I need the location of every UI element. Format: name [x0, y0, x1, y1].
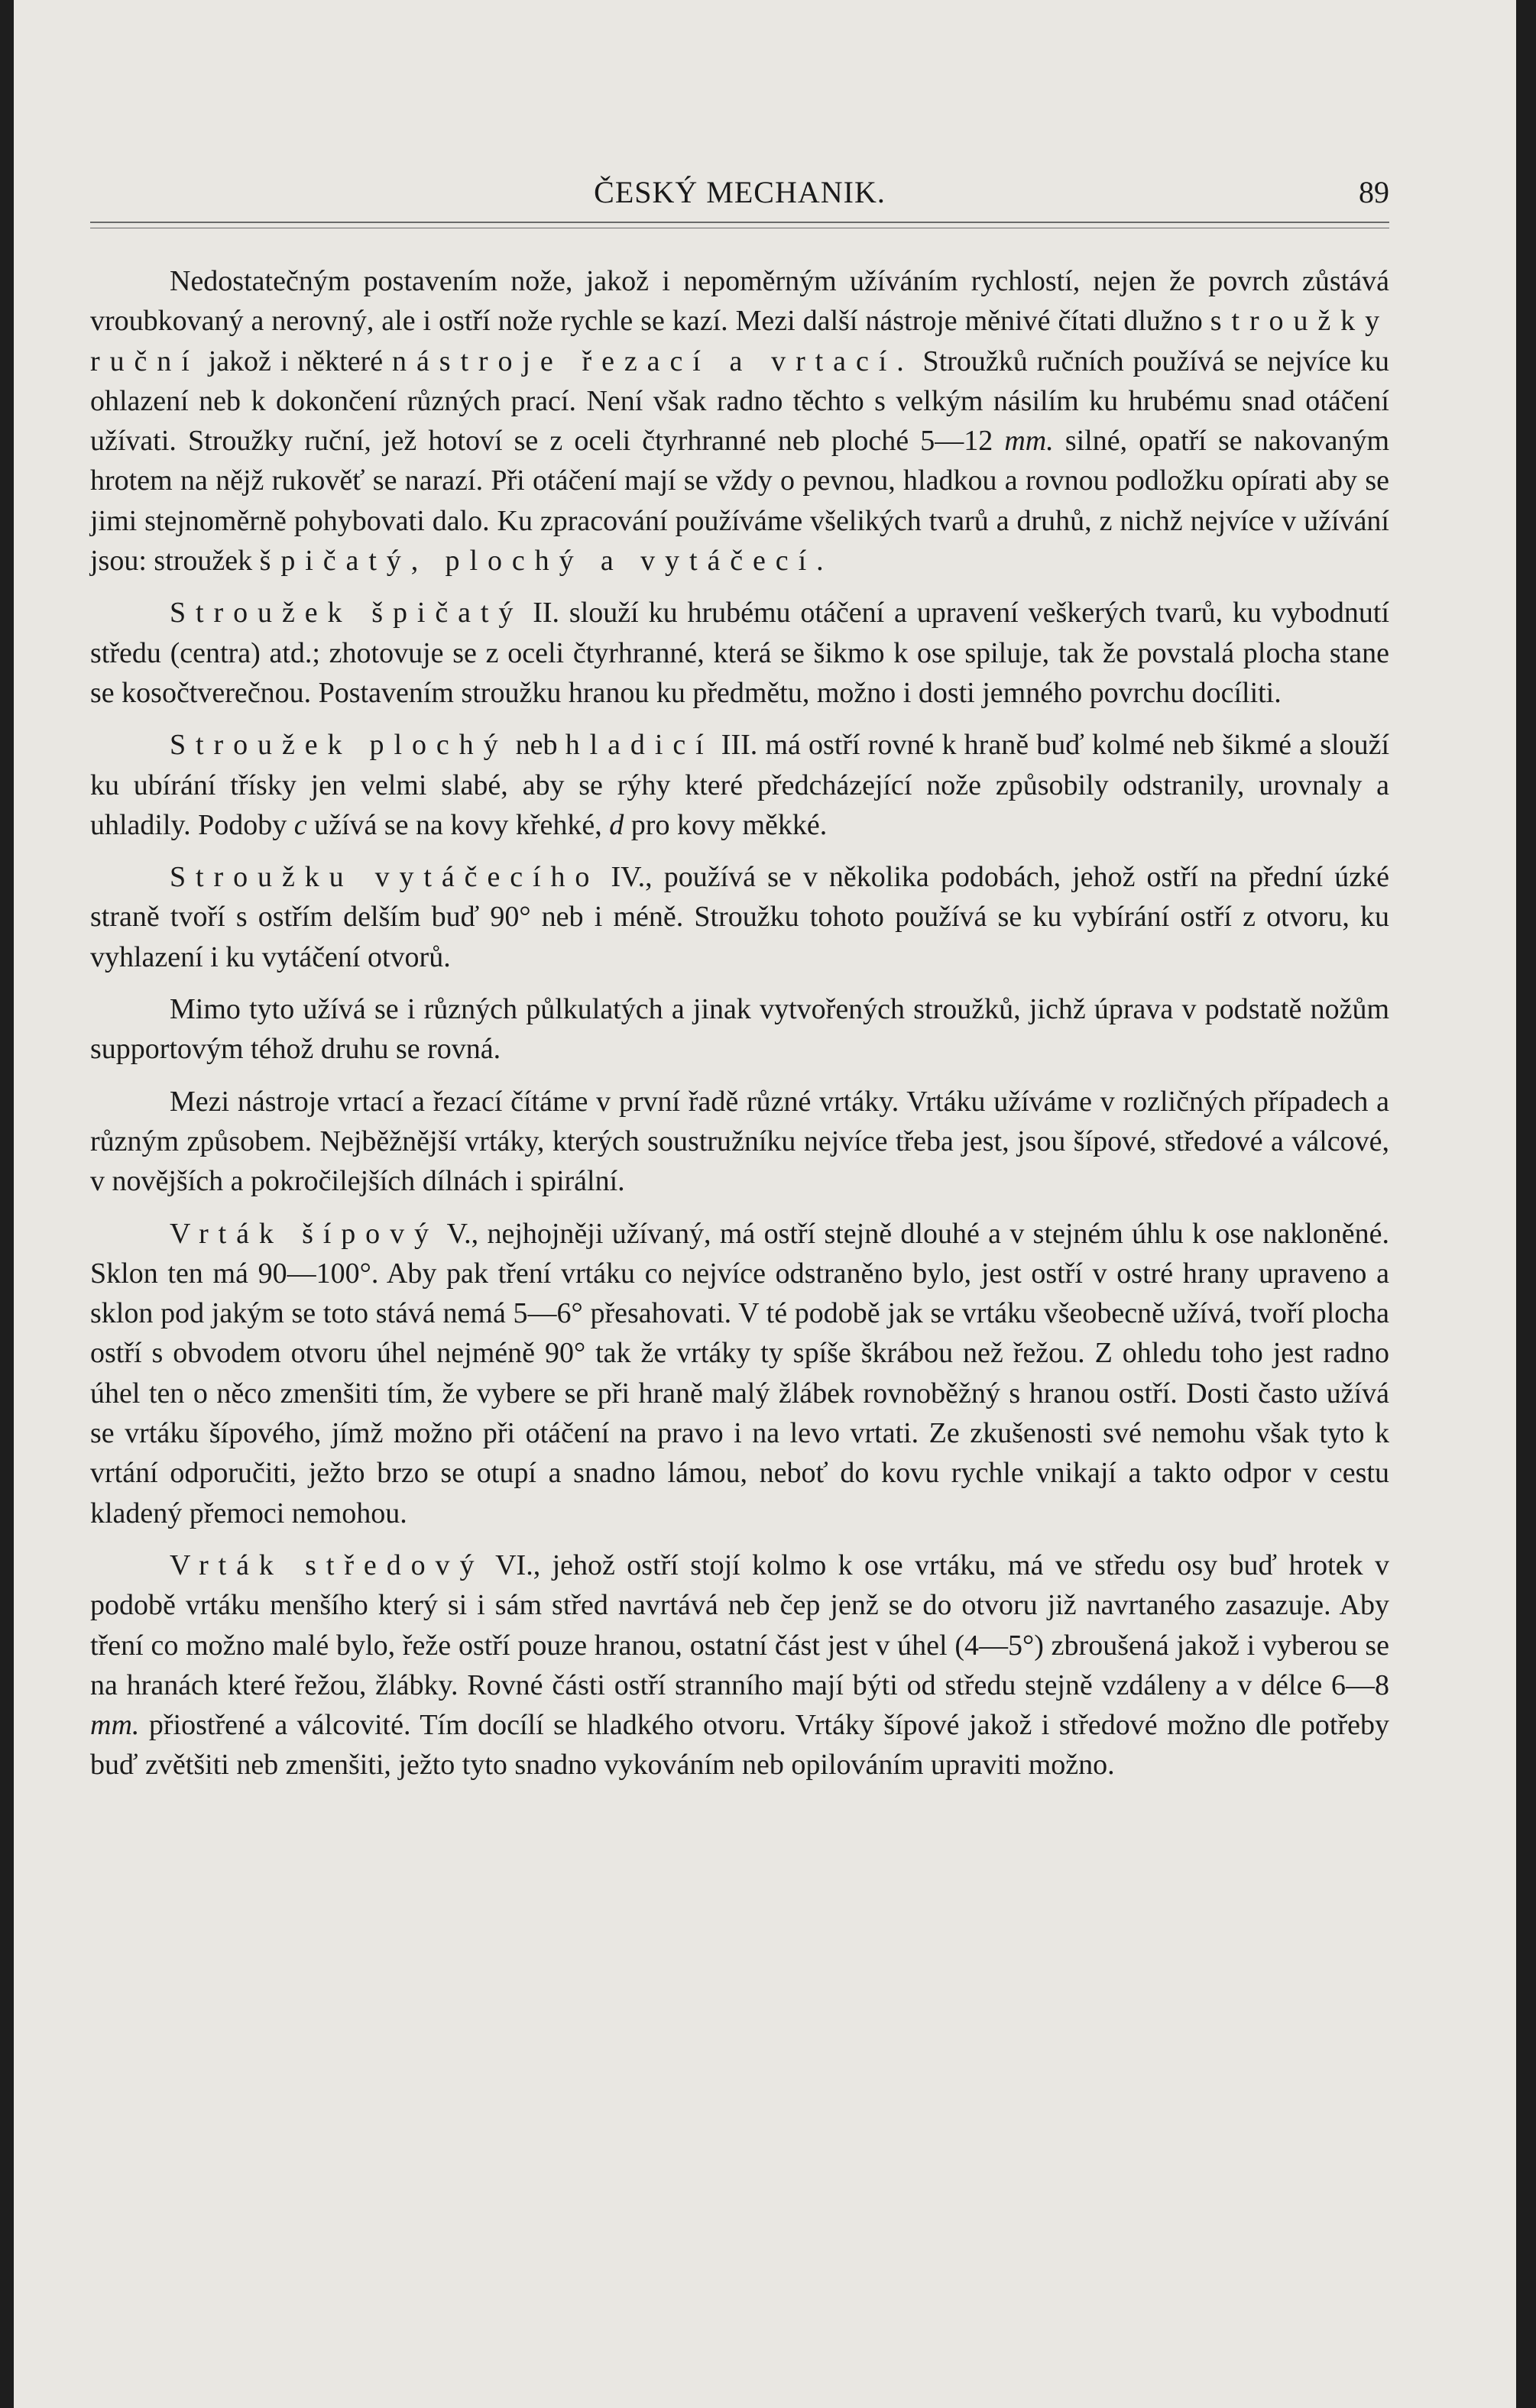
text-run: VI., jehož ostří stojí kolmo k ose vrtáku, má ve středu osy buď hrotek v podobě vrtáku menšího který si i sám střed navrtává neb čep jenž se do otvoru již navrtaného zasazuje. Aby tření co možno malé bylo, řeže ostří pouze hranou, ostatní část jest v úhel (4—5°) zbroušená jakož i vyberou se na hranách které řežou, žlábky. Rovné části ostří stranního mají býti od středu stejně vzdáleny a v délce 6—8 [90, 1549, 1389, 1701]
header-rule-thick [90, 222, 1389, 223]
paragraph [90, 857, 1389, 977]
paragraph [90, 1214, 1389, 1533]
spaced-term: špičatý, plochý a vytáčecí. [259, 545, 834, 578]
paragraph [90, 593, 1389, 713]
text-run: užívá se na kovy křehké, [306, 808, 610, 841]
spaced-term: Stroužek plochý [170, 729, 508, 762]
page-number: 89 [1359, 175, 1389, 209]
spaced-term: stroužky ruční [90, 305, 1389, 377]
spaced-term: Stroužek špičatý [170, 597, 523, 630]
spaced-term: nástroje řezací a vrtací. [392, 345, 914, 377]
text-run: přiostřené a válcovité. Tím docílí se hladkého otvoru. Vrtáky šípové jakož i středové možno dle potřeby buď zvětšiti neb zmenšiti, ježto tyto snadno vykováním neb opilováním upraviti možno. [90, 1709, 1389, 1782]
text-run: Mimo tyto užívá se i různých půlkulatých a jinak vytvořených stroužků, jichž úprava v podstatě nožům supportovým téhož druhu se rovná. [90, 993, 1389, 1066]
text-run: pro kovy měkké. [624, 808, 828, 841]
book-page [14, 0, 1516, 2408]
body-text [90, 261, 1389, 1798]
text-run: Stroužků ručních používá se nejvíce ku ohlazení neb k dokončení různých prací. Není však radno těchto s velkým násilím ku hrubému snad otáčení užívati. Stroužky ruční, jež hotoví se z oceli čtyrhranné neb ploché 5—12 [90, 345, 1389, 458]
text-run: Mezi nástroje vrtací a řezací čítáme v první řadě různé vrtáky. Vrtáku užíváme v rozličných případech a různým způsobem. Nejběžnější vrtáky, kterých soustružníku nejvíce třeba jest, jsou šípové, středové a válcové, v novějších a pokročilejších dílnách i spirální. [90, 1085, 1389, 1198]
spaced-term: Vrták šípový [170, 1217, 439, 1250]
italic-term: mm. [90, 1709, 140, 1742]
paragraph [90, 261, 1389, 581]
text-run: Nedostatečným postavením nože, jakož i nepoměrným užíváním rychlostí, nejen že povrch zůstává vroubkovaný a nerovný, ale i ostří nože rychle se kazí. Mezi další nástroje měnivé čítati dlužno [90, 265, 1389, 338]
paragraph [90, 989, 1389, 1070]
text-run: II. slouží ku hrubému otáčení a upravení veškerých tvarů, ku vybodnutí středu (centra) atd.; zhotovuje se z oceli čtyrhranné, která se šikmo k ose spiluje, tak že povstalá plocha stane se kosočtverečnou. Postavením stroužku hranou ku předmětu, možno i dosti jemného povrchu docíliti. [90, 597, 1389, 709]
text-run: silné, opatří se nakovaným hrotem na nějž rukověť se narazí. Při otáčení mají se vždy o pevnou, hladkou a rovnou podložku opírati aby se jimi stejnoměrně pohybovati dalo. Ku zpracování používáme všelikých tvarů a druhů, z nichž nejvíce v užívání jsou: stroužek [90, 425, 1389, 578]
italic-term: mm. [1004, 425, 1054, 458]
text-run: III. má ostří rovné k hraně buď kolmé neb šikmé a slouží ku ubírání třísky jen velmi slabé, aby se rýhy které předcházející nože způsobily odstranily, urovnaly a uhladily. Podoby [90, 729, 1390, 841]
spaced-term: Vrták středový [170, 1549, 484, 1581]
text-run: neb [507, 729, 565, 762]
italic-term: c [293, 808, 307, 841]
paragraph [90, 725, 1389, 845]
text-run: jakož i některé [199, 345, 393, 377]
text-run: V., nejhojněji užívaný, má ostří stejně dlouhé a v stejném úhlu k ose nakloněné. Sklon ten má 90—100°. Aby pak tření vrtáku co nejvíce odstraněno bylo, jest ostří v ostré hrany upraveno a sklon pod jakým se toto stává nemá 5—6° přesahovati. V té podobě jak se vrtáku všeobecně užívá, tvoří plocha ostří s obvodem otvoru úhel nejméně 90° tak že vrtáky ty spíše škrábou než řežou. Z ohledu toho jest radno úhel ten o něco zmenšiti tím, že vybere se při hraně malý žlábek rovnoběžný s hranou ostří. Dosti často užívá se vrtáku šípového, jímž možno při otáčení na pravo i na levo vrtati. Ze zkušenosti své nemohu však tyto k vrtání odporučiti, ježto brzo se otupí a snadno lámou, neboť do kovu rychle vnikají a takto odpor v cestu kladený přemoci nemohou. [90, 1217, 1389, 1529]
page-header [90, 174, 1389, 217]
spaced-term: hladicí [565, 729, 714, 762]
spaced-term: Stroužku vytáčecího [170, 861, 600, 894]
paragraph [90, 1545, 1389, 1785]
paragraph [90, 1082, 1389, 1202]
italic-term: d [609, 808, 624, 841]
text-run: IV., používá se v několika podobách, jehož ostří na přední úzké straně tvoří s ostřím delším buď 90° neb i méně. Stroužku tohoto používá se ku vybírání ostří z otvoru, ku vyhlazení i ku vytáčení otvorů. [90, 861, 1389, 973]
running-title: ČESKÝ MECHANIK. [594, 175, 886, 209]
